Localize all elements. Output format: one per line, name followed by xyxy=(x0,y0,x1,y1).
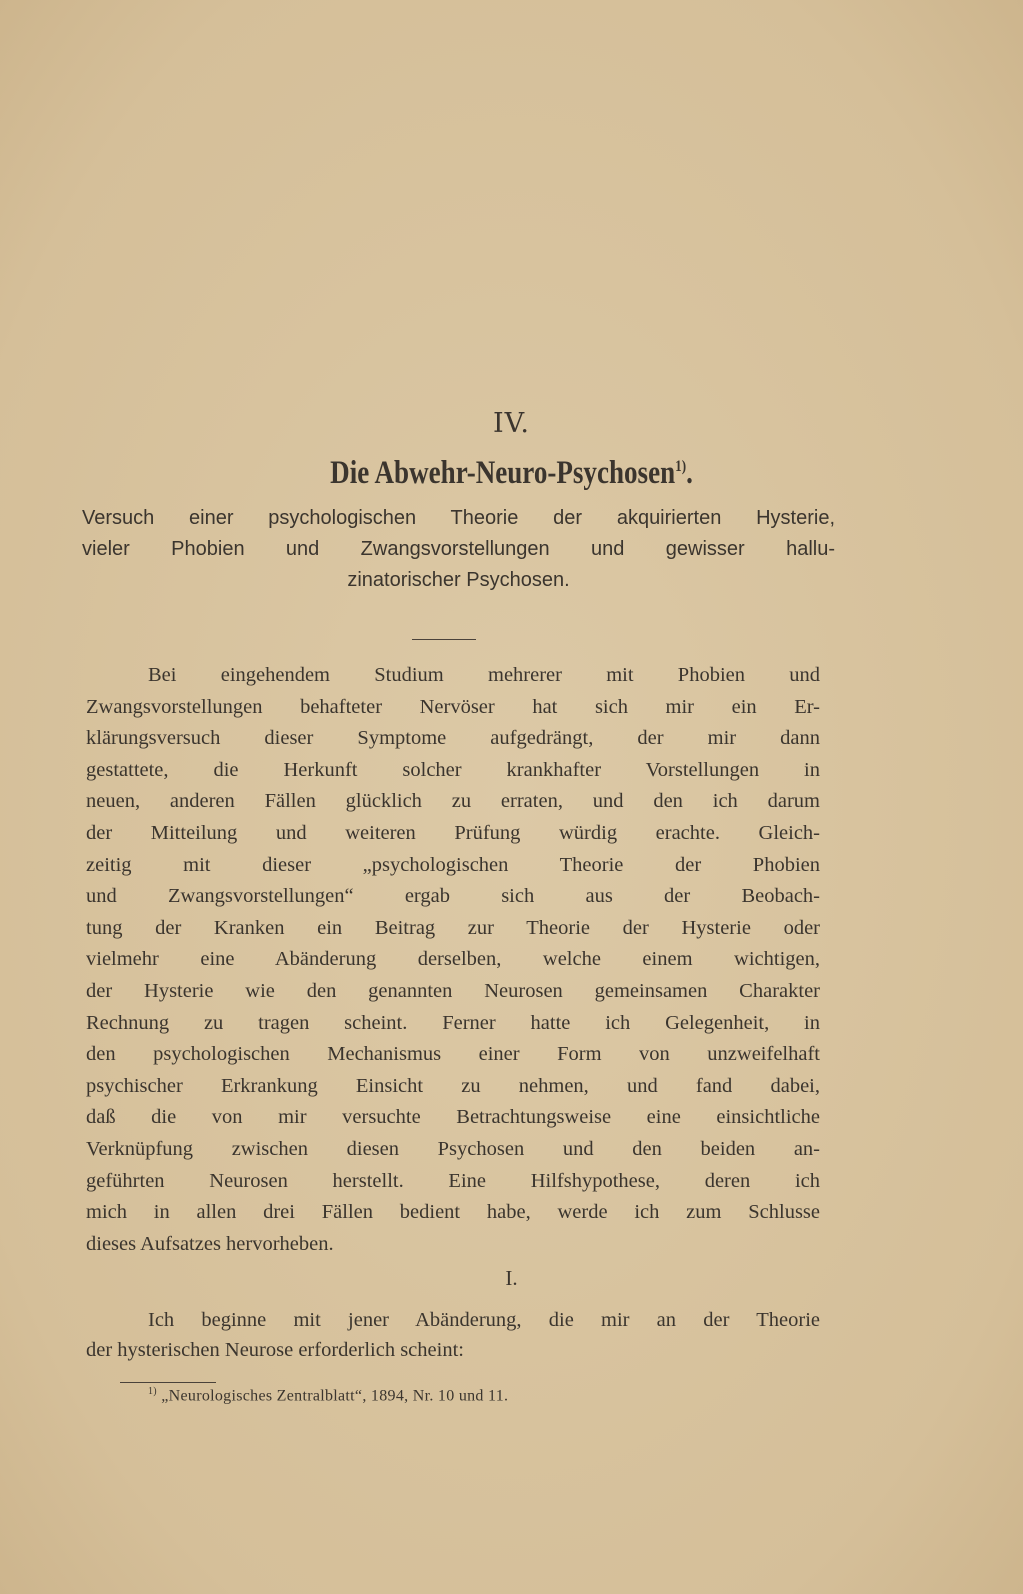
text-line: Rechnung zu tragen scheint. Ferner hatte ich Gelegenheit, in xyxy=(86,1011,820,1034)
text-line: psychischer Erkrankung Einsicht zu nehmen, und fand dabei, xyxy=(86,1074,820,1097)
footnote-mark: 1) xyxy=(148,1386,157,1397)
text-line: der Hysterie wie den genannten Neurosen gemeinsamen Charakter xyxy=(86,980,820,1002)
chapter-title-text: Die Abwehr-Neuro-Psychosen xyxy=(330,455,676,491)
text-line: und Zwangsvorstellungen“ ergab sich aus der Beobach- xyxy=(86,885,820,908)
subtitle-line: zinatorischer Psychosen. xyxy=(347,569,570,591)
footnote-divider xyxy=(120,1382,216,1383)
text-line: Ich beginne mit jener Abänderung, die mir an der Theorie xyxy=(148,1309,820,1331)
text-line: den psychologischen Mechanismus einer Form von unzweifelhaft xyxy=(86,1043,820,1066)
subtitle-line: vieler Phobien und Zwangsvorstellungen und gewisser hallu- xyxy=(82,538,835,560)
text-line: tung der Kranken ein Beitrag zur Theorie der Hysterie oder xyxy=(86,916,820,939)
text-line: Verknüpfung zwischen diesen Psychosen und den beiden an- xyxy=(86,1138,820,1160)
text-line: zeitig mit dieser „psychologischen Theorie der Phobien xyxy=(86,853,820,876)
text-line: daß die von mir versuchte Betrachtungsweise eine einsichtliche xyxy=(86,1106,820,1129)
footnote-text: „Neurologisches Zentralblatt“, 1894, Nr. 10 und 11. xyxy=(161,1387,509,1405)
text-line: der Mitteilung und weiteren Prüfung würdig erachte. Gleich- xyxy=(86,822,820,844)
footnote xyxy=(148,1386,508,1405)
text-line: mich in allen drei Fällen bedient habe, werde ich zum Schlusse xyxy=(86,1201,820,1224)
text-line: Zwangsvorstellungen behafteter Nervöser hat sich mir ein Er- xyxy=(86,695,820,718)
text-line: neuen, anderen Fällen glücklich zu erraten, und den ich darum xyxy=(86,790,820,813)
chapter-number: IV. xyxy=(492,408,531,439)
text-line: klärungsversuch dieser Symptome aufgedrängt, der mir dann xyxy=(86,727,820,750)
text-line: der hysterischen Neurose erforderlich scheint: xyxy=(86,1339,464,1361)
section-number: I. xyxy=(505,1266,518,1290)
text-line: Bei eingehendem Studium mehrerer mit Phobien und xyxy=(148,664,820,686)
text-line: dieses Aufsatzes hervorheben. xyxy=(86,1232,334,1255)
text-line: gestattete, die Herkunft solcher krankhafter Vorstellungen in xyxy=(86,758,820,781)
text-line: geführten Neurosen herstellt. Eine Hilfshypothese, deren ich xyxy=(86,1169,820,1192)
divider xyxy=(412,639,476,640)
text-line: vielmehr eine Abänderung derselben, welche einem wichtigen, xyxy=(86,948,820,971)
chapter-title: Die Abwehr-Neuro-Psychosen$^{1)}$. xyxy=(330,455,693,491)
title-footnote-mark: 1) xyxy=(675,458,687,475)
subtitle-line: Versuch einer psychologischen Theorie der akquirierten Hysterie, xyxy=(82,507,835,529)
